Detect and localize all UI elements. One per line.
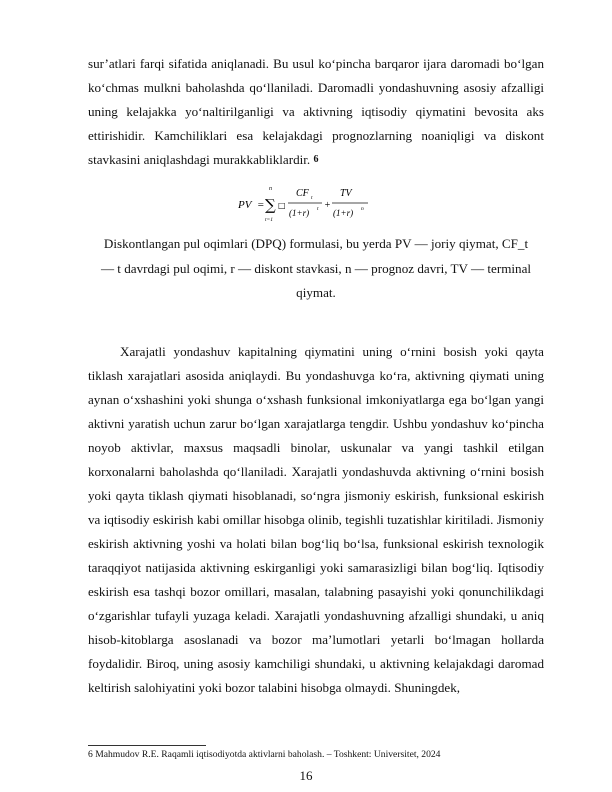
frac1-numerator-sub: t xyxy=(311,195,313,201)
frac1-numerator: CF xyxy=(296,188,309,199)
body-paragraph-2: Xarajatli yondashuv kapitalning qiymatini uning o‘rnini bosish yoki qayta tiklash xarajatlari asosida aniqlaydi. Bu yondashuvga ko‘ra, aktivning qiymati uning aynan o‘xshashini yoki shunga o‘xshash funksional imkoniyatlarga ega bo‘lgan yangi aktivni yaratish uchun zarur bo‘lgan xarajatlarga tengdir. Ushbu yondashuv ko‘pincha noyob aktivlar, maxsus maqsadli binolar, uskunalar va yangi tashkil etilgan korxonalarni baholashda qo‘llaniladi. Xarajatli yondashuvda aktivning o‘rnini bosish yoki qayta tiklash qiymati hisoblanadi, so‘ngra jismoniy eskirish, funksional eskirish va iqtisodiy eskirish kabi omillar hisobga olinib, tegishli tuzatishlar kiritiladi. Jismoniy eskirish aktivning yoshi va holati bilan bog‘liq bo‘lsa, funksional eskirish texnologik taraqqiyot natijasida aktivning eskirganligi yoki samarasizligi bilan bog‘liq. Iqtisodiy eskirish esa tashqi bozor omillari, masalan, talabning pasayishi yoki qonunchilikdagi o‘zgarishlar tufayli yuzaga keladi. Xarajatli yondashuvning afzalligi shundaki, u aniq hisob-kitoblarga asoslanadi va bozor ma’lumotlari yetarli bo‘lmagan hollarda foydalidir. Biroq, uning asosiy kamchiligi shundaki, u aktivning kelajakdagi daromad keltirish salohiyatini yoki bozor talabini hisobga olmaydi. Shuningdek, xyxy=(88,344,544,695)
sum-sign: ∑ xyxy=(265,196,276,214)
formula-graphic xyxy=(236,178,376,228)
sum-upper-limit: n xyxy=(269,186,272,192)
formula-lhs: PV xyxy=(238,199,252,211)
formula-plus: + xyxy=(324,200,331,211)
frac1-denominator: (1+r) xyxy=(289,208,310,218)
dcf-formula xyxy=(0,178,612,232)
formula-box-glyph: □ xyxy=(278,201,286,210)
formula-caption: Diskontlangan pul oqimlari (DPQ) formulasi, bu yerda PV — joriy qiymat, CF_t — t davrdagi pul oqimi, r — diskont stavkasi, n — prognoz davri, TV — terminal qiymat. xyxy=(100,236,532,300)
paragraph-1-text: sur’atlari farqi sifatida aniqlanadi. Bu usul ko‘pincha barqaror ijara daromadi bo‘lgan ko‘chmas mulkni baholashda qo‘llaniladi. Daromadli yondashuvning asosiy afzalligi uning kelajakka yo‘naltirilganligi va aktivning iqtisodiy qiymatini bevosita aks ettirishidir. Kamchiliklari esa kelajakdagi prognozlarning noaniqligi va diskont stavkasini aniqlashdagi murakkabliklardir. xyxy=(88,56,544,167)
sum-lower-limit: t=1 xyxy=(265,217,273,223)
frac2-numerator: TV xyxy=(340,188,352,199)
footnote-text: 6 Mahmudov R.E. Raqamli iqtisodiyotda aktivlarni baholash. – Toshkent: Universitet, 2024 xyxy=(88,749,441,760)
footnote-divider xyxy=(88,745,206,746)
frac2-denominator: (1+r) xyxy=(333,208,354,218)
frac2-denominator-sup: n xyxy=(361,206,364,212)
page-number: 16 xyxy=(299,768,313,783)
frac1-denominator-sup: t xyxy=(317,206,319,212)
body-paragraph-1 xyxy=(88,52,544,172)
formula-equals: = xyxy=(257,199,265,211)
footnote-reference[interactable]: 6 xyxy=(313,154,319,165)
